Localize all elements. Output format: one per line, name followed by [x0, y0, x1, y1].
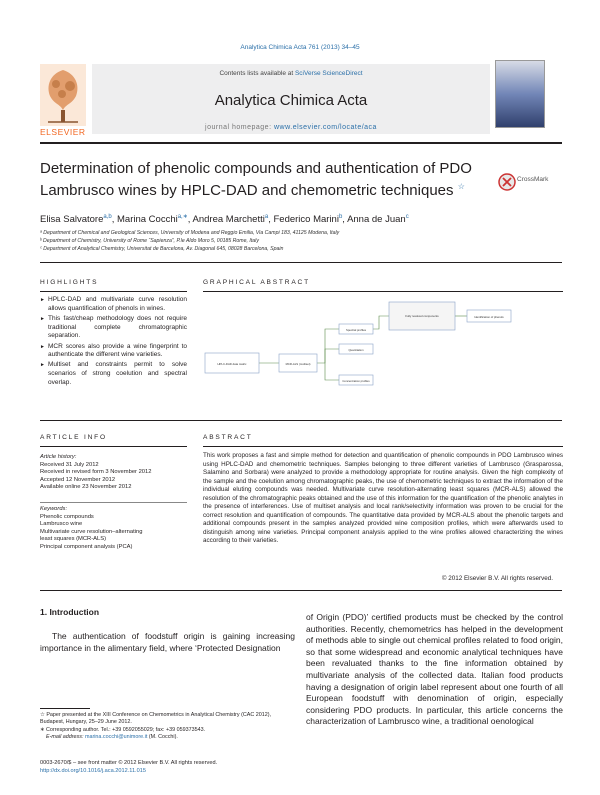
contents-prefix: Contents lists available at: [219, 70, 295, 77]
edge: [317, 329, 339, 363]
abstract-rule: [203, 446, 563, 447]
edge: [325, 349, 339, 363]
article-history: [40, 454, 187, 492]
node-mcr-label: MCR-ALS (multiset): [285, 362, 311, 366]
footnote-corresponding: ∗ Corresponding author. Tel.: +39 0592055029; fax: +39 059373543.: [40, 726, 206, 733]
homepage-prefix: journal homepage:: [205, 124, 274, 131]
body-divider: [40, 590, 562, 591]
author: Andrea Marchetti$^a$: [192, 214, 269, 226]
homepage-link[interactable]: www.elsevier.com/locate/aca: [273, 124, 377, 131]
graphical-abstract-heading: GRAPHICAL ABSTRACT: [203, 279, 310, 286]
accepted-date: Accepted 12 November 2012: [40, 476, 116, 483]
journal-reference[interactable]: Analytica Chimica Acta 761 (2013) 34–45: [240, 44, 360, 51]
footnotes: [40, 712, 295, 742]
author: Marina Cocchi$^{a,∗}$: [117, 214, 188, 226]
intro-heading: 1. Introduction: [40, 607, 100, 617]
affiliation-b: ᵇ Department of Chemistry, University of Rome “Sapienza”, P.le Aldo Moro 5, 00185 Rome, Italy: [40, 238, 259, 244]
footnote-email: E-mail address: marina.cocchi@unimore.it (M. Cocchi).: [46, 734, 178, 741]
keyword: Lambrusco wine: [40, 521, 83, 528]
node-branch-2-label: Quantitation: [348, 348, 364, 352]
journal-homepage-line: [92, 124, 490, 131]
author: Federico Marini$^b$: [273, 214, 343, 226]
node-top-right-label: Identification of phenols: [474, 315, 504, 319]
issn-line: 0003-2670/$ – see front matter © 2012 Elsevier B.V. All rights reserved.: [40, 760, 218, 766]
affiliation-divider: [40, 262, 562, 263]
copyright-notice: © 2012 Elsevier B.V. All rights reserved.: [441, 575, 553, 582]
edge: [325, 363, 339, 380]
masthead-divider: [40, 142, 562, 144]
keyword: Principal component analysis (PCA): [40, 543, 133, 550]
title-footnote-mark[interactable]: ☆: [457, 182, 465, 191]
keywords: [40, 506, 187, 552]
author: Anna de Juan$^c$: [347, 214, 409, 226]
email-link[interactable]: marina.cocchi@unimore.it: [84, 734, 148, 741]
section-divider: [40, 420, 562, 421]
graphical-abstract-figure: [203, 296, 563, 404]
abstract-body: This work proposes a fast and simple method for detection and quantification of phenolic compounds in PDO Lambrusco wines using HPLC-DAD and chemometric techniques. Samples belonging to three different varieties of Lambrusco (Grasparossa, Salamino and Sorbara) were analyzed to provide a methodology appropriate for routine analysis. Given the high complexity of the sample and the coelution among chromatographic peaks, the use of chemometric techniques to extract the information of the individual eluting compounds was needed. Multivariate curve resolution-alternating least squares (MCR-ALS) allowed the resolution of the chromatographic peaks obtained and the use of this information for the quantification of the phenolic analytes in the presence of interferences. Use of multiset analysis and local rank/selectivity information was proven to be crucial for the correct resolution and quantification of compounds. The quantitative data provided by MCR-ALS about the phenolic targets and additional compounds present in the samples analyzed provided wine composition profiles, which were afterwards used to distinguish among wine varieties. Principal component analysis applied to the wine profiles allowed characterizing the wines according to their varieties.: [203, 452, 563, 545]
intro-column-1: The authentication of foodstuff origin is gaining increasing importance in the alimentary field, where ‘Protected Designation: [40, 631, 295, 653]
bottom-info: [40, 760, 295, 775]
affiliation-c: ᶜ Department of Analytical Chemistry, Universitat de Barcelona, Av. Diagonal 645, 08028 Barcelona, Spain: [40, 246, 284, 252]
article-history-label: Article history:: [40, 454, 77, 460]
title-line-2: Lambrusco wines by HPLC-DAD and chemometric techniques ☆: [40, 182, 465, 199]
keywords-rule: [40, 502, 187, 503]
online-date: Available online 23 November 2012: [40, 484, 132, 491]
highlights-list: [40, 296, 187, 389]
contents-line: [92, 70, 490, 77]
sciencedirect-link[interactable]: SciVerse ScienceDirect: [294, 70, 363, 77]
revised-date: Received in revised form 3 November 2012: [40, 469, 152, 476]
intro-column-2: of Origin (PDO)’ certified products must be checked by the control authorities. Recently, chemometrics has helped in the development of methods able to single out chemical profiles related to food origin, so that some widespread and economic analytical techniques have been revaluated thanks to the fine information obtained by multivariate analysis of the collected data. Italian food products having a designation of origin label represent about one fourth of all European foodstuff with denomination of origin, especially considering PDO products. In particular, this article concerns the characterization of Lambrusco wine, a traditional oenological: [306, 612, 563, 727]
list-item: ► Multiset and constraints permit to solve scenarios of strong coelution and spectral overlap.: [40, 361, 187, 387]
doi-link[interactable]: http://dx.doi.org/10.1016/j.aca.2012.11.015: [40, 767, 146, 774]
edge: [373, 316, 389, 329]
title-line-1: Determination of phenolic compounds and authentication of PDO: [40, 160, 472, 177]
publisher-name: ELSEVIER: [40, 127, 86, 137]
crossmark-label[interactable]: CrossMark: [517, 176, 549, 183]
received-date: Received 31 July 2012: [40, 461, 99, 468]
list-item: ► HPLC-DAD and multivariate curve resolution allows quantification of phenols in wines.: [40, 296, 187, 313]
paper-title: [40, 160, 500, 200]
node-input-label: HPLC-DAD data matrix: [217, 362, 247, 366]
keywords-label: Keywords:: [40, 506, 68, 512]
article-info-rule: [40, 446, 187, 447]
keyword: Multivariate curve resolution–alternating: [40, 528, 143, 535]
keyword: Phenolic compounds: [40, 513, 94, 520]
node-branch-1-label: Spectral profiles: [345, 328, 367, 332]
highlights-rule: [40, 291, 187, 292]
footnote-conference: ☆ Paper presented at the XIII Conference on Chemometrics in Analytical Chemistry (CAC 2012), Budapest, Hungary, 25–29 June 2012.: [40, 712, 272, 726]
node-branch-3-label: Concentration profiles: [342, 379, 370, 383]
keyword: least squares (MCR-ALS): [40, 536, 107, 543]
affiliation-a: ᵃ Department of Chemical and Geological Sciences, University of Modena and Reggio Emilia, Via Campi 183, 41125 Modena, Italy: [40, 230, 340, 236]
graphical-abstract-rule: [203, 291, 563, 292]
list-item: ► This fast/cheap methodology does not require traditional complete chromatographic separation.: [40, 315, 187, 341]
author-list: Elisa Salvatore$^{a,b}$, Marina Cocchi$^{a,∗}$, Andrea Marchetti$^a$, Federico Marini$^b$, Anna de Juan$^c$: [40, 214, 409, 226]
abstract-heading: ABSTRACT: [203, 434, 253, 441]
crossmark-icon: [497, 172, 517, 192]
journal-cover-image: [495, 60, 545, 128]
node-top-box-label: Fully resolved components: [405, 314, 439, 318]
footnote-rule: [40, 708, 90, 709]
journal-title: Analytica Chimica Acta: [214, 92, 368, 109]
list-item: ► MCR scores also provide a wine fingerprint to authenticate the different wine varieties.: [40, 343, 187, 360]
elsevier-tree-logo: [40, 64, 86, 134]
author: Elisa Salvatore$^{a,b}$: [40, 214, 112, 226]
highlights-heading: HIGHLIGHTS: [40, 279, 99, 286]
article-info-heading: ARTICLE INFO: [40, 434, 107, 441]
